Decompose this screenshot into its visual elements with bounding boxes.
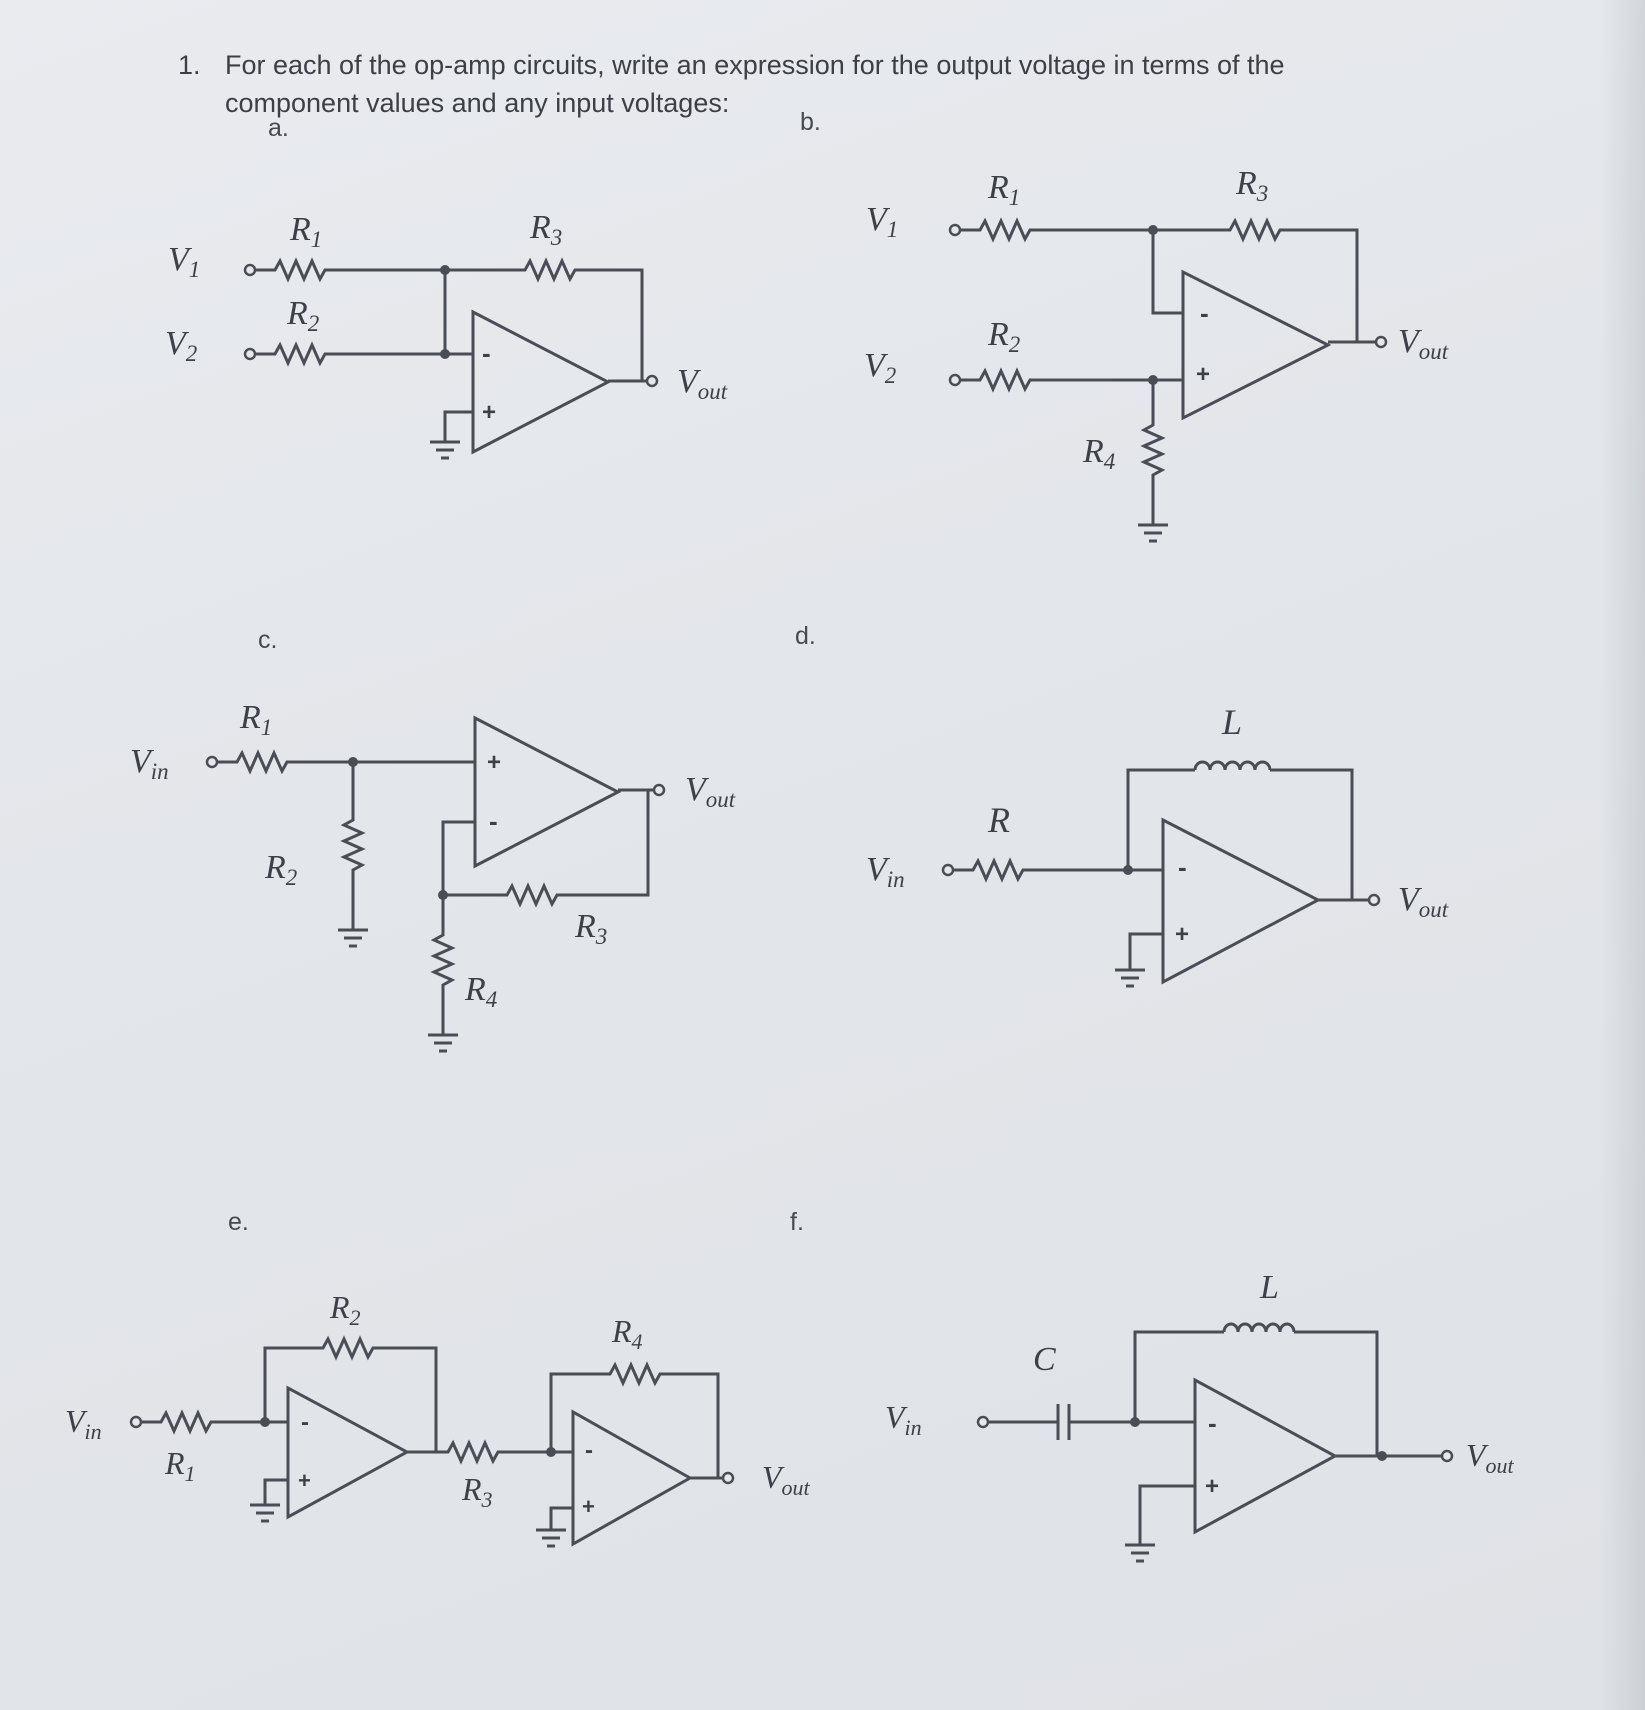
vin-label: $V_{in}$ bbox=[130, 743, 169, 784]
v2-label: $V_2$ bbox=[165, 325, 198, 366]
plus-sign: + bbox=[1205, 1473, 1220, 1500]
minus-sign: - bbox=[489, 806, 498, 836]
plus-sign: + bbox=[1196, 361, 1211, 388]
vout-label: $V_{out}$ bbox=[1466, 1437, 1514, 1478]
r1-label: $R_1$ bbox=[290, 211, 323, 252]
inductor-icon bbox=[1195, 762, 1270, 770]
vin-terminal bbox=[131, 1417, 141, 1427]
r4-resistor bbox=[1144, 380, 1162, 525]
r3-label: $R_3$ bbox=[530, 209, 563, 250]
r1-label: $R_1$ bbox=[988, 169, 1021, 210]
v1-terminal bbox=[950, 225, 960, 235]
r1-label: $R_1$ bbox=[240, 699, 273, 740]
v1-terminal bbox=[245, 265, 255, 275]
r1-resistor bbox=[960, 221, 1153, 239]
opamp-e2 bbox=[573, 1412, 690, 1544]
plus-sign: + bbox=[582, 1494, 595, 1519]
vin-terminal bbox=[207, 757, 217, 767]
r-label: R bbox=[988, 800, 1010, 840]
vout-label: $V_{out}$ bbox=[677, 363, 728, 404]
part-c-label: c. bbox=[258, 626, 278, 654]
minus-sign: - bbox=[482, 338, 491, 368]
vin-terminal bbox=[978, 1417, 988, 1427]
vin-label: $V_{in}$ bbox=[65, 1403, 102, 1444]
vout-label: $V_{out}$ bbox=[1398, 323, 1449, 364]
v1-label: $V_1$ bbox=[168, 241, 201, 282]
wire bbox=[1153, 230, 1183, 313]
plus-sign: + bbox=[1175, 921, 1190, 948]
vout-terminal bbox=[723, 1473, 733, 1483]
r3-label: $R_3$ bbox=[462, 1471, 493, 1512]
r2-label: $R_2$ bbox=[287, 295, 320, 336]
circuit-b bbox=[864, 165, 1449, 541]
question-number: 1. bbox=[178, 50, 201, 80]
r2-label: $R_2$ bbox=[265, 849, 298, 890]
opamp-c bbox=[475, 718, 618, 866]
vout-label: $V_{out}$ bbox=[1398, 881, 1449, 922]
r4-label: $R_4$ bbox=[612, 1313, 643, 1354]
plus-sign: + bbox=[487, 749, 502, 776]
inductor-icon bbox=[1224, 1324, 1294, 1332]
r2-label: $R_2$ bbox=[988, 316, 1021, 357]
v1-label: $V_1$ bbox=[866, 201, 899, 242]
vout-label: $V_{out}$ bbox=[762, 1459, 810, 1500]
part-e-label: e. bbox=[228, 1208, 249, 1236]
vout-terminal bbox=[1376, 337, 1386, 347]
r3-label: $R_3$ bbox=[575, 908, 608, 949]
opamp-a bbox=[473, 312, 608, 452]
r1-resistor bbox=[255, 261, 445, 279]
vout-terminal bbox=[1369, 895, 1379, 905]
vin-label: $V_{in}$ bbox=[866, 851, 905, 892]
r3-label: $R_3$ bbox=[1236, 165, 1269, 206]
plus-sign: + bbox=[298, 1468, 311, 1493]
wire bbox=[1130, 934, 1163, 970]
r2-resistor bbox=[344, 762, 362, 930]
minus-sign: - bbox=[1178, 852, 1187, 882]
r1-resistor bbox=[217, 753, 475, 771]
circuit-c bbox=[130, 699, 736, 1051]
opamp-f bbox=[1195, 1380, 1335, 1532]
v2-terminal bbox=[245, 349, 255, 359]
question-text: For each of the op-amp circuits, write an expression for the output voltage in terms of the component values and any input voltages: bbox=[225, 50, 1285, 118]
plus-sign: + bbox=[482, 399, 497, 426]
vout-label: $V_{out}$ bbox=[685, 771, 736, 812]
r4-resistor bbox=[434, 895, 452, 1035]
vout-terminal bbox=[1442, 1451, 1452, 1461]
r2-resistor bbox=[255, 345, 445, 363]
r1-label: $R_1$ bbox=[165, 1445, 196, 1486]
r2-label: $R_2$ bbox=[330, 1289, 361, 1330]
vout-terminal bbox=[654, 785, 664, 795]
l-label: L bbox=[1260, 1269, 1279, 1306]
junction-node bbox=[1377, 1451, 1387, 1461]
circuit-d bbox=[866, 702, 1449, 986]
minus-sign: - bbox=[1208, 1408, 1217, 1438]
part-a-label: a. bbox=[268, 114, 289, 142]
circuit-f bbox=[885, 1269, 1515, 1561]
wire bbox=[443, 822, 475, 895]
minus-sign: - bbox=[301, 1409, 309, 1436]
part-d-label: d. bbox=[795, 622, 816, 650]
part-b-label: b. bbox=[800, 108, 821, 136]
c-label: C bbox=[1033, 1341, 1056, 1378]
minus-sign: - bbox=[1200, 298, 1209, 328]
wire bbox=[265, 1480, 288, 1505]
wire bbox=[445, 412, 473, 442]
wire bbox=[551, 1508, 573, 1530]
r4-resistor bbox=[551, 1365, 718, 1478]
opamp-d bbox=[1163, 820, 1318, 982]
circuit-e bbox=[65, 1289, 811, 1546]
vin-label: $V_{in}$ bbox=[885, 1399, 922, 1440]
r4-label: $R_4$ bbox=[1083, 433, 1116, 474]
circuit-a bbox=[165, 209, 728, 458]
opamp-e1 bbox=[288, 1388, 407, 1517]
r4-label: $R_4$ bbox=[465, 971, 498, 1012]
wire bbox=[1140, 1486, 1195, 1545]
vout-terminal bbox=[647, 376, 657, 386]
r2-resistor bbox=[265, 1339, 436, 1452]
r3-resistor bbox=[445, 261, 642, 381]
minus-sign: - bbox=[585, 1437, 593, 1464]
v2-label: $V_2$ bbox=[864, 347, 897, 388]
part-f-label: f. bbox=[790, 1208, 804, 1236]
vin-terminal bbox=[943, 865, 953, 875]
v2-terminal bbox=[950, 375, 960, 385]
l-label: L bbox=[1222, 702, 1243, 742]
opamp-b bbox=[1183, 272, 1328, 418]
wire bbox=[1294, 1332, 1377, 1456]
